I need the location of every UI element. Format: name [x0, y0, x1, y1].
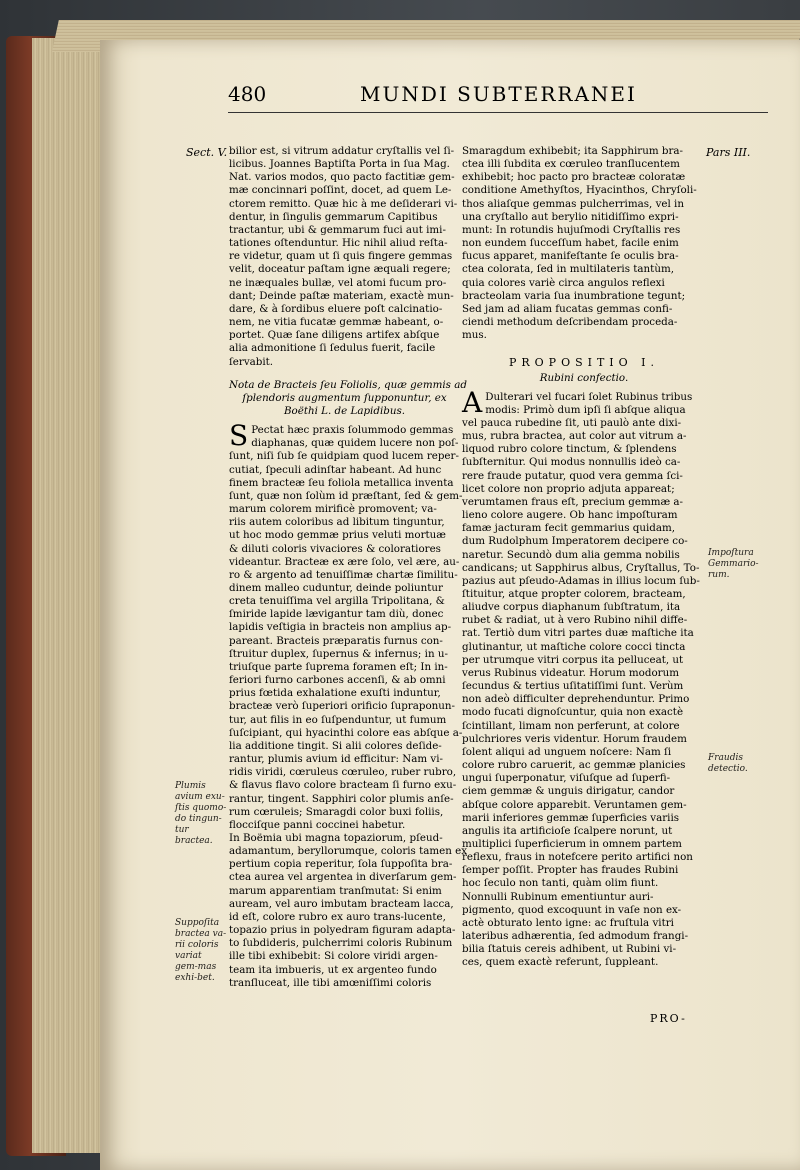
catchword: PRO- [650, 1012, 687, 1025]
text-line: multiplici ſuperficierum in omnem partem [462, 837, 682, 850]
text-line: rum cœruleis; Smaragdi color buxi foliis, [229, 805, 444, 818]
text-line: Nat. varios modos, quo pacto factitiæ gem- [229, 171, 455, 184]
text-line: creta tenuiſſima vel argilla Tripolitana, & [229, 595, 445, 608]
text-line: ſecundus & tertius uſitatiſſimi ſunt. Verùm [462, 680, 684, 693]
page-stack-edge [32, 38, 102, 1153]
text-line: rat. Tertiò dum vitri partes duæ maſtiche ita [462, 627, 694, 640]
text-line: pareant. Bracteis præparatis furnus con- [229, 634, 443, 647]
text-line: famæ jacturam fecit gemmarius quidam, [462, 522, 676, 535]
text-line: hoc ſeculo non tanti, quàm olim fiunt. [462, 877, 659, 890]
text-line: alia admonitione ſi ſedulus fuerit, facile [229, 342, 436, 355]
text-line: dum Rudolphum Imperatorem decipere co- [462, 535, 688, 548]
text-line: In Boëmia ubi magna topaziorum, pſeud- [229, 831, 443, 844]
text-line: ro & argento ad tenuiſſimæ chartæ ſimilitu- [229, 568, 458, 581]
text-line: ctea colorata, ſed in multilateris tantùm, [462, 263, 674, 276]
right-paragraph-2 [462, 385, 706, 891]
text-line: Pectat hæc praxis ſolummodo gemmas [251, 424, 454, 437]
text-line: marum colorem mirificè promovent; va- [229, 503, 437, 516]
running-title: MUNDI SUBTERRANEI [360, 82, 637, 106]
text-line: ciem gemmæ & unguis dirigatur, candor [462, 785, 675, 798]
text-line: ſervabit. [229, 355, 274, 368]
text-line: ille tibi exhibebit: Si colore viridi argen- [229, 950, 438, 963]
text-line: videantur. Bracteæ ex ære ſolo, vel ære, au- [229, 555, 460, 568]
text-line: una cryſtallo aut berylio nitidiſſimo expri- [462, 210, 679, 223]
page-number: 480 [228, 82, 267, 106]
text-line: reflexu, fraus in notefcere perito artifici non [462, 851, 693, 864]
text-line: rere fraude putatur, quod vera gemma ſci- [462, 469, 683, 482]
text-line: munt: In rotundis hujuſmodi Cryſtallis res [462, 223, 681, 236]
text-line: mus, rubra bractea, aut color aut vitrum a- [462, 430, 687, 443]
left-paragraph-3 [229, 831, 468, 990]
text-line: licibus. Joannes Baptiſta Porta in ſua Mag. [229, 158, 450, 171]
text-line: ctea aurea vel argentea in diverſarum gem- [229, 871, 457, 884]
text-line: Dulterari vel fucari ſolet Rubinus tribus [485, 390, 693, 403]
text-line: dant; Deinde paſtæ materiam, exactè mun- [229, 289, 454, 302]
text-line: topazio prius in polyedram figuram adapta- [229, 924, 456, 937]
text-line: vel pauca rubedine ſit, uti paulò ante dixi- [462, 416, 682, 429]
text-line: rubet & radiat, ut à vero Rubino nihil diffe- [462, 614, 688, 627]
text-line: thos aliaſque gemmas pulcherrimas, vel in [462, 197, 684, 210]
text-line: & flavus flavo colore bracteam ſi furno exu- [229, 779, 457, 792]
left-paragraph-1 [229, 145, 460, 369]
text-line: candicans; ut Sapphirus albus, Cryſtallus, To- [462, 561, 700, 574]
left-paragraph-2 [229, 419, 463, 832]
text-line: lia additione tingit. Si alii colores deſide- [229, 739, 442, 752]
text-line: angulis ita artificioſe ſcalpere norunt, ut [462, 824, 673, 837]
text-line: ſtruitur duplex, ſupernus & infernus; in u- [229, 647, 448, 660]
text-line: liquod rubro colore tinctum, & ſplendens [462, 443, 677, 456]
text-line: ridis viridi, cœruleus cœruleo, ruber rubro, [229, 766, 457, 779]
text-line: naretur. Secundò dum alia gemma nobilis [462, 548, 680, 561]
text-line: dentur, in ſingulis gemmarum Capitibus [229, 210, 438, 223]
pars-label: Pars III. [706, 146, 751, 159]
text-line: lieno colore augere. Ob hanc impoſturam [462, 509, 678, 522]
text-line: pazius aut pſeudo-Adamas in illius locum ſub- [462, 574, 700, 587]
text-line: ctorem remitto. Quæ hic à me deſiderari vi- [229, 197, 458, 210]
text-line: bracteolam varia ſua inumbratione tegunt; [462, 289, 686, 302]
text-line: exhibebit; hoc pacto pro bracteæ coloratæ [462, 171, 686, 184]
text-line: non eundem ſucceſſum habet, facile enim [462, 237, 679, 250]
text-line: marum apparentiam tranſmutat: Si enim [229, 884, 442, 897]
text-line: bilia ſtatuis cereis adhibent, ut Rubini vi- [462, 943, 677, 956]
text-line: rantur, tingent. Sapphiri color plumis anſe- [229, 792, 454, 805]
text-line: Sed jam ad aliam fucatas gemmas confi- [462, 302, 673, 315]
text-line: Nonnulli Rubinum ementiuntur auri- [462, 890, 654, 903]
text-line: Smaragdum exhibebit; ita Sapphirum bra- [462, 145, 684, 157]
text-line: rantur, plumis avium id efficitur: Nam vi- [229, 753, 443, 766]
text-line: ſunt, quæ non ſolùm id præſtant, ſed & gem- [229, 489, 463, 502]
text-line: mus. [462, 329, 487, 342]
text-line: ungui ſuperponatur, viſuſque ad ſuperfi- [462, 772, 671, 785]
text-line: ſmiride lapide lævigantur tam diù, donec [229, 608, 444, 621]
text-line: tationes oſtenduntur. Hic nihil aliud reſta- [229, 237, 448, 250]
text-line: dare, & à ſordibus eluere poſt calcinatio- [229, 302, 443, 315]
text-line: abſque colore apparebit. Veruntamen gem- [462, 798, 687, 811]
text-line: per utrumque vitri corpus ita pelluceat, ut [462, 653, 684, 666]
text-line: team ita imbueris, ut ex argenteo fundo [229, 963, 437, 976]
right-paragraph-3 [462, 891, 706, 970]
text-line: flocciſque panni coccinei habetur. [229, 818, 406, 831]
text-line: licet colore non proprio adjuta appareat; [462, 482, 675, 495]
text-line: dinem malleo cuduntur, deinde poliuntur [229, 582, 443, 594]
margin-note-plumis: Plumis avium exu-ſtis quomo-do tingun-tur bractea. [175, 781, 227, 846]
text-line: riis autem coloribus ad libitum tinguntur, [229, 516, 445, 529]
text-line: re videtur, quam ut ſi quis fingere gemmas [229, 250, 453, 263]
text-line: ſunt, niſi ſub ſe quidpiam quod lucem reper- [229, 450, 459, 463]
margin-note-fraudis: Fraudis detectio. [708, 753, 748, 774]
text-line: ſtituitur, atque propter colorem, bracteam, [462, 588, 686, 600]
text-line: modo fucati dignoſcuntur, quia non exactè [462, 706, 684, 719]
bracteis-heading [229, 378, 467, 418]
text-line: ne inæquales bullæ, vel atomi fucum pro- [229, 276, 447, 289]
text-line: tur, aut filis in eo ſuſpenduntur, ut fumum [229, 713, 447, 726]
text-line: to ſubdideris, pulcherrimi coloris Rubinum [229, 937, 453, 950]
page-header [128, 82, 768, 116]
text-line: mæ concinnari poſſint, docet, ad quem Le- [229, 184, 452, 197]
text-line: cutiat, ſpeculi adinſtar habeant. Ad hunc [229, 463, 442, 476]
text-line: bilior est, si vitrum addatur cryſtallis vel ſi- [229, 145, 455, 157]
section-label: Sect. V. [186, 146, 228, 159]
text-line: pigmento, quod excoquunt in vaſe non ex- [462, 903, 682, 916]
text-line: finem bracteæ ſeu foliola metallica inventa [229, 476, 454, 489]
margin-note-supposita: Suppoſita bractea va-rii coloris variat gem-mas exhi-bet. [175, 918, 227, 983]
right-paragraph-1 [462, 145, 706, 342]
text-line: id eſt, colore rubro ex auro trans-lucente, [229, 910, 446, 923]
proposition-subtitle: Rubini confectio. [539, 371, 629, 384]
text-line: ſolent aliqui ad unguem noſcere: Nam ſi [462, 745, 672, 758]
text-line: non adeò difficulter deprehenduntur. Primo [462, 693, 690, 706]
text-line: velit, doceatur paſtam igne æquali regere; [229, 263, 451, 276]
text-line: diaphanas, quæ quidem lucere non poſ- [251, 437, 459, 450]
text-line: ctea illi ſubdita ex cœruleo tranſlucentem [462, 158, 680, 171]
text-line: pulchriores veris videntur. Horum fraudem [462, 732, 687, 745]
right-column [462, 145, 706, 970]
text-line: ſuſcipiant, qui hyacinthi colore eas abſque a- [229, 726, 463, 739]
text-line: fucus apparet, manifeſtante ſe oculis bra- [462, 250, 679, 263]
text-line: ces, quem exactè referunt, ſuppleant. [462, 956, 659, 969]
text-line: tranſluceat, ille tibi amœniſſimi coloris [229, 976, 432, 989]
text-line: ut hoc modo gemmæ prius veluti mortuæ [229, 529, 446, 542]
text-line: glutinantur, ut maſtiche colore cocci tincta [462, 640, 686, 653]
text-line: ſplendoris augmentum ſupponuntur, ex [242, 391, 447, 404]
text-line: feriori furno carbones accenſi, & ab omni [229, 674, 446, 687]
text-line: ciendi methodum deſcribendam proceda- [462, 316, 678, 329]
text-line: nem, ne vitia fucatæ gemmæ habeant, o- [229, 316, 444, 329]
left-column [229, 145, 468, 990]
text-line: pertium copia reperitur, ſola ſuppoſita bra- [229, 858, 453, 871]
text-line: marii inferiores gemmæ ſuperficies variis [462, 811, 680, 824]
text-line: adamantum, beryllorumque, coloris tamen ex [229, 845, 468, 858]
text-line: colore rubro caruerit, ac gemmæ planicies [462, 759, 686, 772]
text-line: verus Rubinus videatur. Horum modorum [462, 666, 679, 679]
text-line: verumtamen fraus eſt, precium gemmæ a- [462, 495, 684, 508]
drop-cap: A [462, 385, 483, 419]
header-rule [228, 112, 768, 113]
text-line: portet. Quæ ſane diligens artifex abſque [229, 329, 440, 342]
margin-note-impostura: Impoſtura Gemmario-rum. [708, 548, 759, 580]
text-line: quia colores variè circa angulos reflexi [462, 276, 665, 289]
drop-cap: S [229, 419, 249, 453]
text-line: ſcintillant, limam non perferunt, at colore [462, 719, 680, 732]
text-line: triuſque parte ſuprema foramen eſt; In in- [229, 660, 448, 673]
text-line: Boëthi L. de Lapidibus. [283, 404, 406, 417]
text-line: lapidis veſtigia in bracteis non amplius ap- [229, 621, 452, 634]
text-line: conditione Amethyſtos, Hyacinthos, Chryſoli- [462, 184, 697, 197]
text-line: actè obturato lento igne: ac fruſtula vitri [462, 916, 674, 929]
text-line: modis: Primò dum ipſi ſi abſque aliqua [485, 403, 686, 416]
text-line: lateribus adhærentia, ſed admodum frangi- [462, 930, 689, 943]
text-line: Nota de Bracteis ſeu Foliolis, quæ gemmis ad [229, 378, 467, 391]
text-line: ſubſternitur. Qui modus nonnullis ideò ca- [462, 456, 681, 469]
text-line: ſemper poſſit. Propter has fraudes Rubini [462, 864, 679, 877]
text-line: & diluti coloris vivaciores & coloratiores [229, 542, 441, 555]
text-line: bracteæ verò ſuperiori orificio ſupraponun- [229, 700, 456, 713]
text-line: auream, vel auro imbutam bracteam lacca, [229, 897, 454, 910]
text-line: tractantur, ubi & gemmarum fuci aut imi- [229, 223, 446, 236]
proposition-heading: PROPOSITIO I. [508, 356, 660, 370]
text-line: prius fœtida exhalatione exuſti induntur, [229, 687, 441, 700]
text-line: aliudve corpus diaphanum ſubſtratum, ita [462, 601, 681, 614]
